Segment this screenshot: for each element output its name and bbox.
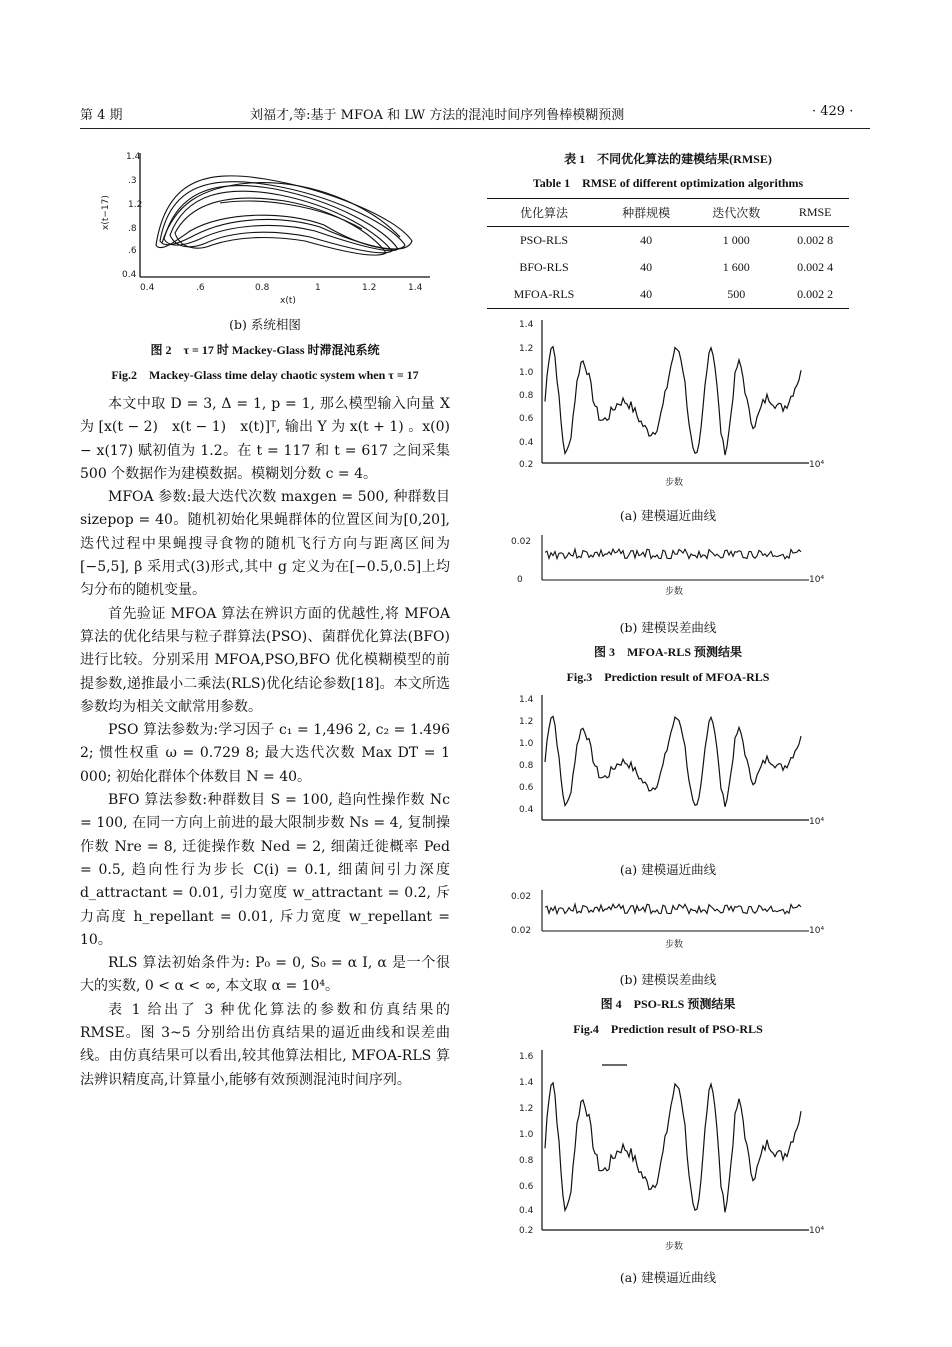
table-row (487, 227, 849, 255)
fig4-caption-en: Fig.4 Prediction result of PSO-RLS (573, 1022, 763, 1036)
svg-text:x(t−17): x(t−17) (101, 195, 111, 230)
table1-header-row (487, 199, 849, 227)
svg-text:1.2: 1.2 (362, 283, 377, 293)
fig2-phase-portrait (100, 145, 440, 305)
svg-text:x(t): x(t) (280, 296, 296, 305)
svg-text:步数: 步数 (665, 1242, 684, 1252)
svg-text:0.6: 0.6 (519, 783, 534, 793)
svg-text:0.6: 0.6 (519, 1182, 534, 1192)
paragraph-1: 本文中取 D = 3, Δ = 1, p = 1, 那么模型输入向量 X 为 [x(t − 2) x(t − 1) x(t)]ᵀ, 输出 Y 为 x(t + 1) 。x(0) − x(17) 赋初值为 1.2。在 t = 117 和 t = 617 之间采集 500 个数据作为建模数据。模糊划分数 c = 4。 (80, 396, 450, 482)
table1-col-rmse: RMSE (798, 205, 832, 219)
svg-text:.3: .3 (128, 176, 137, 186)
svg-text:1.4: 1.4 (126, 152, 141, 162)
cell: 0.002 8 (797, 233, 834, 247)
fig3-sub-a: (a) 建模逼近曲线 (619, 508, 717, 523)
svg-text:1.4: 1.4 (519, 320, 534, 330)
svg-text:0.4: 0.4 (519, 438, 534, 448)
svg-text:10⁴: 10⁴ (809, 575, 825, 585)
fig3-caption-en: Fig.3 Prediction result of MFOA-RLS (566, 670, 770, 684)
svg-text:1.0: 1.0 (519, 739, 534, 749)
svg-text:1.4: 1.4 (519, 1078, 534, 1088)
fig4-approx-plot (497, 690, 842, 840)
svg-text:0.2: 0.2 (519, 460, 534, 470)
svg-text:.8: .8 (128, 224, 137, 234)
svg-text:0.4: 0.4 (519, 1206, 534, 1216)
table1-col-population: 种群规模 (622, 206, 671, 220)
cell: 0.002 4 (797, 260, 834, 274)
svg-text:0.4: 0.4 (519, 805, 534, 815)
table-row (487, 254, 849, 281)
svg-text:0.6: 0.6 (519, 414, 534, 424)
svg-text:步数: 步数 (665, 587, 684, 597)
table1-col-iterations: 迭代次数 (712, 206, 761, 220)
paragraph-2: MFOA 参数:最大迭代次数 maxgen = 500, 种群数目 sizepop = 40。随机初始化果蝇群体的位置区间为[0,20],迭代过程中果蝇搜寻食物的随机飞行方向与距离区间为[−5,5], β 采用式(3)形式,其中 g 定义为在[−0.5,0.5]上均匀分布的随机变量。 (80, 489, 450, 599)
table1-title-en: Table 1 RMSE of different optimization algorithms (532, 176, 804, 190)
fig4-error-plot (497, 885, 842, 955)
fig2-caption-cn: 图 2 τ = 17 时 Mackey-Glass 时滞混沌系统 (150, 343, 380, 357)
header-rule (80, 128, 870, 129)
cell: 40 (640, 287, 653, 301)
svg-text:0.8: 0.8 (519, 391, 534, 401)
body-text-left (80, 393, 450, 1092)
svg-text:10⁴: 10⁴ (809, 460, 825, 470)
svg-text:10⁴: 10⁴ (809, 817, 825, 827)
svg-text:0.8: 0.8 (255, 283, 270, 293)
cell: 40 (640, 233, 653, 247)
svg-text:1.2: 1.2 (519, 717, 534, 727)
running-title: 刘福才,等:基于 MFOA 和 LW 方法的混沌时间序列鲁棒模糊预测 (250, 108, 625, 123)
table1 (487, 198, 849, 309)
page-number: · 429 · (812, 104, 854, 119)
fig3-sub-b: (b) 建模误差曲线 (619, 620, 717, 635)
svg-text:1.2: 1.2 (128, 200, 143, 210)
svg-text:1: 1 (315, 283, 321, 293)
paragraph-6: RLS 算法初始条件为: P₀ = 0, S₀ = α I, α 是一个很大的实数, 0 < α < ∞, 本文取 α = 10⁴。 (80, 955, 450, 995)
fig2-caption-en: Fig.2 Mackey-Glass time delay chaotic system when τ = 17 (111, 368, 419, 382)
cell: BFO-RLS (519, 260, 569, 274)
svg-text:步数: 步数 (665, 940, 684, 950)
svg-text:1.2: 1.2 (519, 344, 534, 354)
table-row (487, 281, 849, 309)
svg-text:1.0: 1.0 (519, 368, 534, 378)
cell: 0.002 2 (797, 287, 834, 301)
svg-text:0.4: 0.4 (122, 270, 137, 280)
cell: 500 (727, 287, 746, 301)
table1-title-cn: 表 1 不同优化算法的建模结果(RMSE) (564, 152, 772, 166)
fig5-sub-a: (a) 建模逼近曲线 (619, 1270, 717, 1285)
fig4-caption-cn: 图 4 PSO-RLS 预测结果 (600, 997, 736, 1011)
fig4-sub-a: (a) 建模逼近曲线 (619, 862, 717, 877)
fig2-sub-b: (b) 系统相图 (229, 317, 301, 332)
svg-text:1.4: 1.4 (519, 695, 534, 705)
paragraph-3: 首先验证 MFOA 算法在辨识方面的优越性,将 MFOA 算法的优化结果与粒子群算法(PSO)、菌群优化算法(BFO)进行比较。分别采用 MFOA,PSO,BFO 优化模糊模型的前提参数,递推最小二乘法(RLS)优化结论参数[18]。本文所选参数均为相关文献常用参数。 (80, 605, 450, 715)
svg-text:10⁴: 10⁴ (809, 926, 825, 936)
svg-text:0: 0 (517, 575, 523, 585)
issue-number: 第 4 期 (80, 108, 123, 123)
svg-text:0.8: 0.8 (519, 1156, 534, 1166)
paragraph-7: 表 1 给出了 3 种优化算法的参数和仿真结果的 RMSE。图 3~5 分别给出仿真结果的逼近曲线和误差曲线。由仿真结果可以看出,较其他算法相比, MFOA-RLS 算法辨识精度高,计算量小,能够有效预测混沌时间序列。 (80, 1001, 450, 1088)
cell: 40 (640, 260, 653, 274)
svg-text:0.02: 0.02 (511, 892, 532, 902)
svg-text:.6: .6 (196, 283, 205, 293)
paragraph-4: PSO 算法参数为:学习因子 c₁ = 1,496 2, c₂ = 1.496 2; 惯性权重 ω = 0.729 8; 最大迭代次数 Max DT = 1 000; 初始化群体个体数目 N = 40。 (80, 722, 450, 785)
svg-text:0.4: 0.4 (140, 283, 155, 293)
svg-text:1.0: 1.0 (519, 1130, 534, 1140)
svg-text:1.4: 1.4 (408, 283, 423, 293)
cell: 1 600 (722, 260, 750, 274)
svg-text:0.02: 0.02 (511, 537, 532, 547)
fig5-approx-plot (497, 1045, 842, 1260)
table1-col-algorithm: 优化算法 (519, 206, 568, 220)
cell: MFOA-RLS (513, 287, 575, 301)
svg-text:0.2: 0.2 (519, 1226, 534, 1236)
cell: PSO-RLS (519, 233, 568, 247)
fig3-approx-plot (497, 315, 842, 495)
paragraph-5: BFO 算法参数:种群数目 S = 100, 趋向性操作数 Nc = 100, 在同一方向上前进的最大限制步数 Ns = 4, 复制操作数 Nre = 8, 迁徙操作数 Ned = 2, 细菌迁徙概率 Ped = 0.5, 趋向性行为步长 C(i) = 0.1, 细菌间引力深度 d_attractant = 0.01, 引力宽度 w_attractant = 0.2, 斥力高度 h_repellant = 0.01, 斥力宽度 w_repellant = 10。 (80, 792, 450, 948)
cell: 1 000 (722, 233, 750, 247)
svg-text:.6: .6 (128, 246, 137, 256)
svg-text:10⁴: 10⁴ (809, 1226, 825, 1236)
fig3-caption-cn: 图 3 MFOA-RLS 预测结果 (594, 645, 742, 659)
fig3-error-plot (497, 530, 842, 600)
svg-text:0.02: 0.02 (511, 926, 532, 936)
svg-text:1.6: 1.6 (519, 1052, 534, 1062)
fig4-sub-b: (b) 建模误差曲线 (619, 972, 717, 987)
svg-text:0.8: 0.8 (519, 761, 534, 771)
svg-text:步数: 步数 (665, 478, 684, 488)
svg-text:1.2: 1.2 (519, 1104, 534, 1114)
